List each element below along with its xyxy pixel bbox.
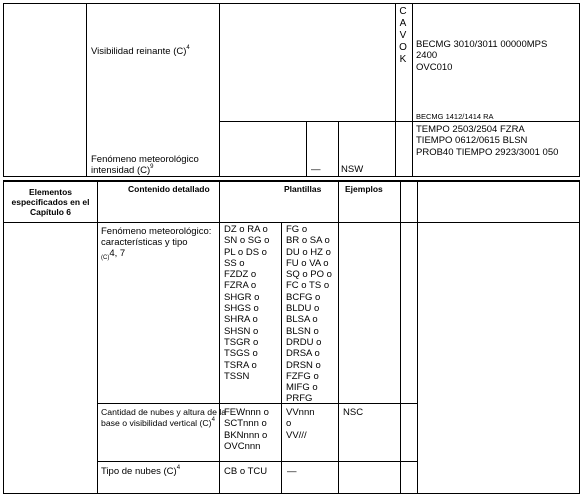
template-code: SS o [224,257,245,269]
cavok-letter: K [399,54,407,65]
table-border-top [3,180,580,182]
becmg-line: OVC010 [416,61,453,73]
cavok-letter: O [399,42,407,53]
cavok-letter: C [399,6,407,17]
header-elements: Elementos especificados en el Capítulo 6 [11,187,90,218]
table-border-bottom [3,493,580,494]
template-code: SHGR o [224,291,260,303]
template-code: BLSN o [286,325,319,337]
table-vline-2 [219,180,220,494]
top-border-bottom [3,176,580,177]
template-code: VVnnn [286,407,315,418]
template-code: DRSN o [286,359,321,371]
top-vline-1 [86,3,87,177]
tempo-line: PROB40 TIEMPO 2923/3001 050 [416,146,559,158]
template-code: OVCnnn [224,440,261,452]
template-code: MIFG o [286,382,318,394]
template-code: FEWnnn o [224,407,269,418]
template-code: SCTnnn o [224,418,267,430]
header-content: Contenido detallado [128,184,210,194]
table-border-left [3,180,4,494]
template-code: PRFG [286,393,313,405]
template-code: DRDU o [286,336,322,348]
template-code: TSGS o [224,348,258,360]
table-vline-3 [281,222,282,494]
template-code: TSRA o [224,359,257,371]
top-vline-4 [412,3,413,177]
template-code: TSSN [224,370,250,382]
template-code: PL o DS o [224,246,267,258]
template-code: FG o [286,224,308,235]
template-code: BLDU o [286,303,320,315]
tempo-line: TEMPO 2503/2504 FZRA [416,124,525,135]
row2-templates-col2 [286,407,315,441]
row1-templates-col2 [286,224,332,405]
template-code: BKNnnn o [224,429,268,441]
top-vline-6 [338,121,339,177]
template-code: BCFG o [286,291,321,303]
template-code: FC o TS o [286,280,330,292]
table-vline-5 [400,180,401,494]
visibility-label: Visibilidad reinante $(C)^4$ [91,45,190,57]
template-code: SHSN o [224,325,259,337]
becmg-small: BECMG 1412/1414 RA [416,112,494,121]
template-code: FU o VA o [286,257,329,269]
template-code: FZRA o [224,280,257,292]
template-code: FZFG o [286,370,319,382]
row1-templates-col1 [224,224,269,382]
tempo-block [416,124,558,158]
header-templates: Plantillas [284,184,322,194]
top-hline-mid [219,121,580,122]
table-border-right [579,180,580,494]
dash-value: — [311,164,321,175]
row3-label: Tipo de nubes $(C)^4$ [101,465,181,477]
template-code: DZ o RA o [224,224,268,235]
row3-col1: CB o TCU [224,466,268,477]
table-header-rule [3,222,580,223]
row3-col2: — [287,466,297,477]
top-border-left [3,3,4,177]
template-code: BR o SA o [286,235,330,247]
template-code: FZDZ o [224,269,257,281]
template-code: TSGR o [224,336,259,348]
table-row-rule-2 [97,461,417,462]
template-code: SHRA o [224,314,258,326]
template-code: DRSA o [286,348,320,360]
becmg-block [416,39,547,73]
becmg-line: 2400 [416,50,438,62]
top-vline-5 [306,121,307,177]
top-vline-2 [219,3,220,177]
row2-templates-col1 [224,407,269,452]
template-code: SN o SG o [224,235,270,247]
table-row-rule-1 [97,403,417,404]
wx-label: Fenómeno meteorológico intensidad $(C)^9$ [91,154,199,176]
row1-label: Fenómeno meteorológico: características y tipo $_{(C)}$4, 7 [101,226,212,261]
table-vline-4 [338,180,339,494]
row2-example: NSC [343,407,364,418]
table-vline-6 [417,180,418,494]
table-vline-1 [97,180,98,494]
top-border-top [3,3,580,4]
template-code: VV/// [286,429,307,441]
cavok-letter: V [399,30,407,41]
template-code: SHGS o [224,303,259,315]
row2-label: Cantidad de nubes y altura de la base o visibilidad vertical $(C)^4$ [101,407,227,428]
cavok-letter: A [399,18,407,29]
template-code: o [286,418,292,430]
header-examples: Ejemplos [345,184,383,194]
cavok-vertical [399,6,407,66]
template-code: DU o HZ o [286,246,331,258]
becmg-line: BECMG 3010/3011 00000MPS [416,39,548,50]
tempo-line: TIEMPO 0612/0615 BLSN [416,135,528,147]
top-vline-3 [395,3,396,177]
template-code: SQ o PO o [286,269,332,281]
nsw-value: NSW [341,164,364,175]
top-border-right [579,3,580,177]
template-code: BLSA o [286,314,318,326]
